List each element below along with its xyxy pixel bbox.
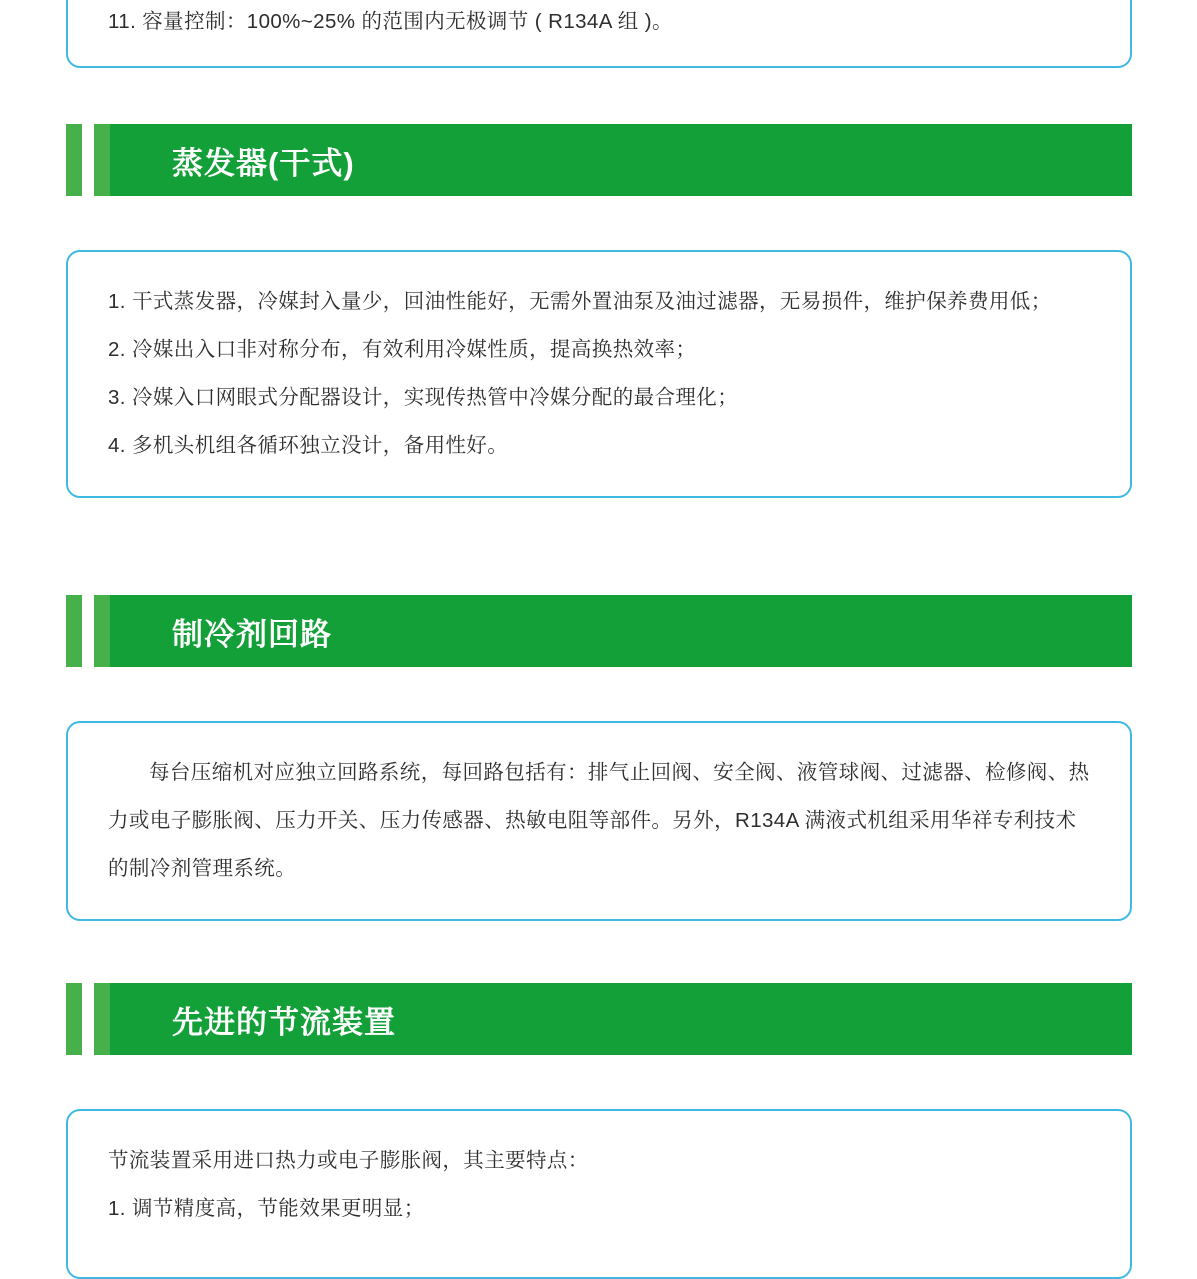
heading-accent-gap xyxy=(82,983,94,1055)
heading-title: 制冷剂回路 xyxy=(172,616,332,652)
info-box-capacity-control xyxy=(66,0,1132,68)
info-box-evaporator xyxy=(66,250,1132,498)
info-box-line: 2. 冷媒出入口非对称分布，有效利用冷媒性质，提高换热效率； xyxy=(108,338,697,361)
info-box-line: 1. 调节精度高，节能效果更明显； xyxy=(108,1197,425,1220)
section-heading-throttle-device xyxy=(66,983,1132,1055)
heading-accent-bar-left xyxy=(66,124,82,196)
heading-accent-gap xyxy=(82,595,94,667)
info-box-line: 4. 多机头机组各循环独立没计，备用性好。 xyxy=(108,434,509,457)
heading-accent-bar-right xyxy=(94,595,110,667)
info-box-line: 每台压缩机对应独立回路系统，每回路包括有：排气止回阀、安全阀、液管球阀、过滤器、检修阀、热力或电子膨胀阀、压力开关、压力传感器、热敏电阻等部件。另外，R134A 满液式机组采用华祥专利技术的制冷剂管理系统。 xyxy=(108,761,1090,880)
info-box-line: 11. 容量控制：100%~25% 的范围内无极调节 ( R134A 组 )。 xyxy=(108,10,673,33)
heading-accent-bar-left xyxy=(66,595,82,667)
info-box-line: 3. 冷媒入口网眼式分配器设计，实现传热管中冷媒分配的最合理化； xyxy=(108,386,739,409)
info-box-line: 节流装置采用进口热力或电子膨胀阀，其主要特点： xyxy=(108,1149,589,1172)
heading-body xyxy=(110,595,1132,667)
section-heading-evaporator xyxy=(66,124,1132,196)
section-heading-refrigerant-circuit xyxy=(66,595,1132,667)
info-box-throttle-device xyxy=(66,1109,1132,1279)
heading-title: 蒸发器(干式) xyxy=(172,145,355,181)
heading-accent-bar-right xyxy=(94,983,110,1055)
heading-accent-gap xyxy=(82,124,94,196)
heading-accent-bar-left xyxy=(66,983,82,1055)
info-box-line: 1. 干式蒸发器，冷媒封入量少，回油性能好，无需外置油泵及油过滤器，无易损件，维护保养费用低； xyxy=(108,290,1052,313)
heading-body xyxy=(110,983,1132,1055)
heading-title: 先进的节流装置 xyxy=(172,1004,396,1040)
heading-body xyxy=(110,124,1132,196)
info-box-refrigerant-circuit xyxy=(66,721,1132,921)
heading-accent-bar-right xyxy=(94,124,110,196)
